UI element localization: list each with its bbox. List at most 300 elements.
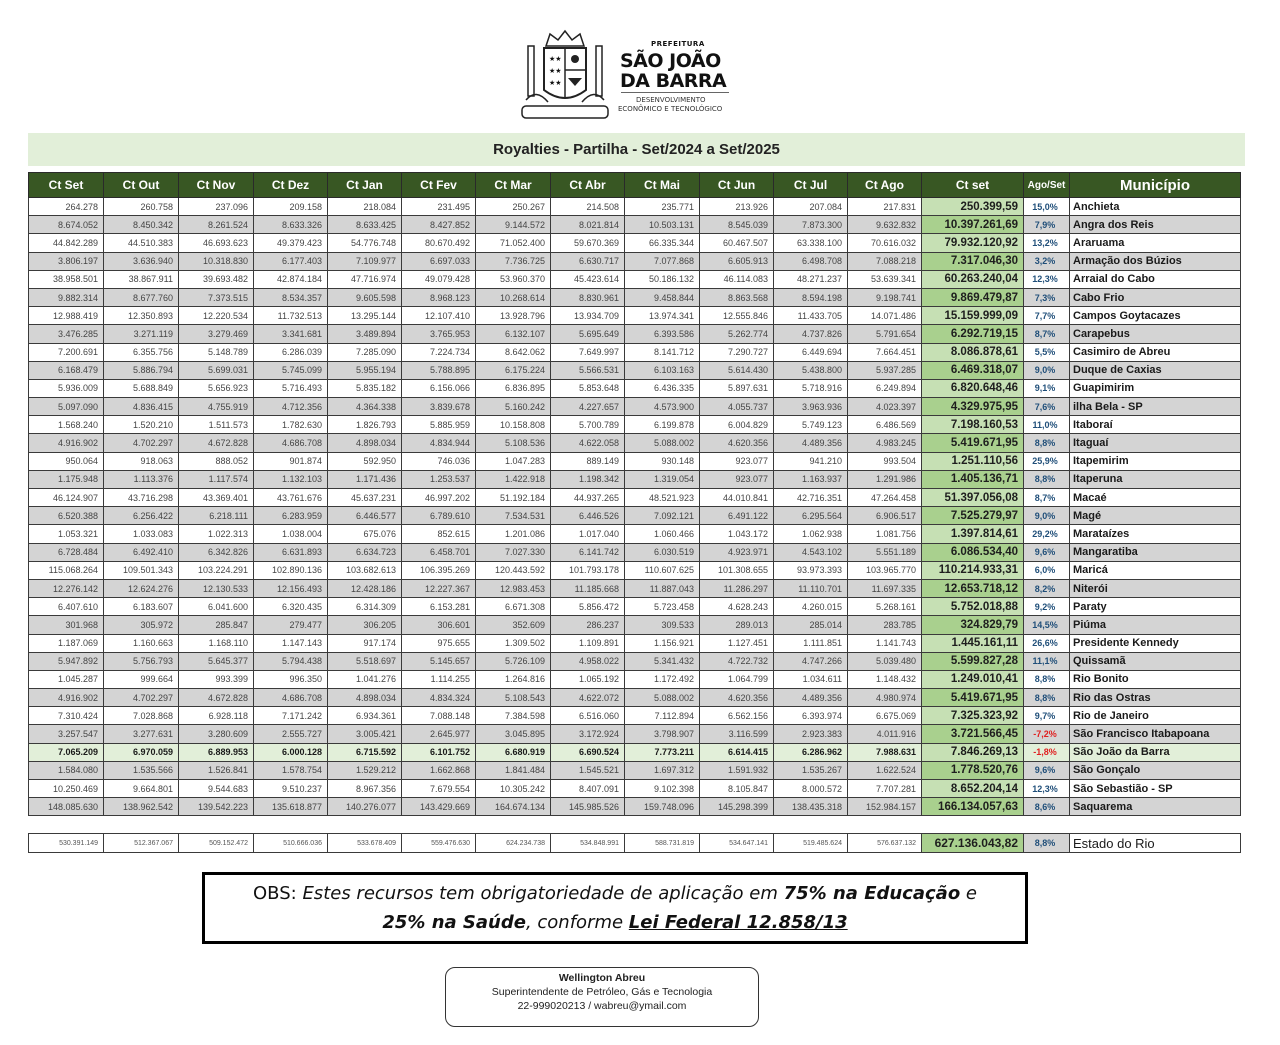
monthly-value-cell: 6.491.122 — [700, 507, 774, 525]
municipio-name-cell: Maricá — [1070, 561, 1241, 579]
ago-set-change-cell: 29,2% — [1024, 525, 1070, 543]
table-row — [29, 761, 1241, 779]
monthly-value-cell: 109.501.343 — [104, 561, 179, 579]
monthly-value-cell: 1.172.492 — [625, 670, 700, 688]
table-row — [29, 579, 1241, 597]
monthly-value-cell: 237.096 — [179, 198, 254, 216]
ct-set-total-cell: 4.329.975,95 — [922, 398, 1024, 416]
monthly-value-cell: 5.160.242 — [476, 398, 551, 416]
monthly-value-cell: 6.355.756 — [104, 343, 179, 361]
monthly-value-cell: 45.637.231 — [328, 489, 402, 507]
monthly-value-cell: 6.393.586 — [625, 325, 700, 343]
ago-set-change-cell: 9,1% — [1024, 379, 1070, 397]
monthly-value-cell: 1.065.192 — [551, 670, 625, 688]
monthly-value-cell: 4.834.944 — [402, 434, 476, 452]
municipio-name-cell: Niterói — [1070, 579, 1241, 597]
ago-set-change-cell: 11,0% — [1024, 416, 1070, 434]
monthly-value-cell: 993.399 — [179, 670, 254, 688]
monthly-value-cell: 115.068.264 — [29, 561, 104, 579]
monthly-value-cell: 143.429.669 — [402, 798, 476, 816]
state-monthly-value-cell: 530.391.149 — [29, 834, 104, 853]
monthly-value-cell: 3.476.285 — [29, 325, 104, 343]
column-header: Ct Jun — [700, 173, 774, 198]
monthly-value-cell: 993.504 — [848, 452, 922, 470]
column-header: Ct Nov — [179, 173, 254, 198]
monthly-value-cell: 5.148.789 — [179, 343, 254, 361]
table-row — [29, 470, 1241, 488]
monthly-value-cell: 6.156.066 — [402, 379, 476, 397]
monthly-value-cell: 917.174 — [328, 634, 402, 652]
monthly-value-cell: 70.616.032 — [848, 234, 922, 252]
monthly-value-cell: 13.974.341 — [625, 307, 700, 325]
monthly-value-cell: 6.690.524 — [551, 743, 625, 761]
monthly-value-cell: 46.997.202 — [402, 489, 476, 507]
monthly-value-cell: 49.079.428 — [402, 270, 476, 288]
monthly-value-cell: 5.756.793 — [104, 652, 179, 670]
monthly-value-cell: 101.308.655 — [700, 561, 774, 579]
monthly-value-cell: 101.793.178 — [551, 561, 625, 579]
ct-set-total-cell: 51.397.056,08 — [922, 489, 1024, 507]
monthly-value-cell: 264.278 — [29, 198, 104, 216]
monthly-value-cell: 3.765.953 — [402, 325, 476, 343]
monthly-value-cell: 1.113.376 — [104, 470, 179, 488]
monthly-value-cell: 4.620.356 — [700, 689, 774, 707]
monthly-value-cell: 3.839.678 — [402, 398, 476, 416]
monthly-value-cell: 148.085.630 — [29, 798, 104, 816]
monthly-value-cell: 7.088.148 — [402, 707, 476, 725]
monthly-value-cell: 11.110.701 — [774, 579, 848, 597]
table-row — [29, 598, 1241, 616]
ago-set-change-cell: 9,6% — [1024, 761, 1070, 779]
monthly-value-cell: 1.697.312 — [625, 761, 700, 779]
ct-set-total-cell: 1.397.814,61 — [922, 525, 1024, 543]
monthly-value-cell: 4.686.708 — [254, 434, 328, 452]
ago-set-change-cell: 15,0% — [1024, 198, 1070, 216]
monthly-value-cell: 4.958.022 — [551, 652, 625, 670]
monthly-value-cell: 5.718.916 — [774, 379, 848, 397]
monthly-value-cell: 1.422.918 — [476, 470, 551, 488]
monthly-value-cell: 6.605.913 — [700, 252, 774, 270]
ago-set-change-cell: 9,7% — [1024, 707, 1070, 725]
municipio-name-cell: Campos Goytacazes — [1070, 307, 1241, 325]
monthly-value-cell: 9.144.572 — [476, 216, 551, 234]
monthly-value-cell: 44.937.265 — [551, 489, 625, 507]
monthly-value-cell: 7.109.977 — [328, 252, 402, 270]
municipio-name-cell: Itaperuna — [1070, 470, 1241, 488]
municipio-name-cell: São Sebastião - SP — [1070, 780, 1241, 798]
monthly-value-cell: 301.968 — [29, 616, 104, 634]
monthly-value-cell: 6.004.829 — [700, 416, 774, 434]
ct-set-total-cell: 6.469.318,07 — [922, 361, 1024, 379]
obs-health-share: 25% na Saúde — [382, 912, 526, 933]
monthly-value-cell: 4.836.415 — [104, 398, 179, 416]
ct-set-total-cell: 10.397.261,69 — [922, 216, 1024, 234]
monthly-value-cell: 4.622.072 — [551, 689, 625, 707]
monthly-value-cell: 5.145.657 — [402, 652, 476, 670]
monthly-value-cell: 1.034.611 — [774, 670, 848, 688]
monthly-value-cell: 306.205 — [328, 616, 402, 634]
monthly-value-cell: 6.132.107 — [476, 325, 551, 343]
ct-set-total-cell: 1.445.161,11 — [922, 634, 1024, 652]
monthly-value-cell: 12.428.186 — [328, 579, 402, 597]
monthly-value-cell: 5.886.794 — [104, 361, 179, 379]
municipio-name-cell: Anchieta — [1070, 198, 1241, 216]
monthly-value-cell: 4.747.266 — [774, 652, 848, 670]
municipio-name-cell: Saquarema — [1070, 798, 1241, 816]
monthly-value-cell: 6.320.435 — [254, 598, 328, 616]
monthly-value-cell: 1.064.799 — [700, 670, 774, 688]
monthly-value-cell: 4.923.971 — [700, 543, 774, 561]
monthly-value-cell: 7.171.242 — [254, 707, 328, 725]
monthly-value-cell: 7.988.631 — [848, 743, 922, 761]
monthly-value-cell: 1.148.432 — [848, 670, 922, 688]
monthly-value-cell: 286.237 — [551, 616, 625, 634]
monthly-value-cell: 3.045.895 — [476, 725, 551, 743]
monthly-value-cell: 5.438.800 — [774, 361, 848, 379]
monthly-value-cell: 66.335.344 — [625, 234, 700, 252]
monthly-value-cell: 54.776.748 — [328, 234, 402, 252]
monthly-value-cell: 8.545.039 — [700, 216, 774, 234]
ago-set-change-cell: 8,8% — [1024, 689, 1070, 707]
report-title: Royalties - Partilha - Set/2024 a Set/2025 — [493, 141, 780, 158]
monthly-value-cell: 923.077 — [700, 470, 774, 488]
monthly-value-cell: 8.830.961 — [551, 288, 625, 306]
monthly-value-cell: 8.674.052 — [29, 216, 104, 234]
state-monthly-value-cell: 519.485.624 — [774, 834, 848, 853]
monthly-value-cell: 1.117.574 — [179, 470, 254, 488]
monthly-value-cell: 6.934.361 — [328, 707, 402, 725]
monthly-value-cell: 5.700.789 — [551, 416, 625, 434]
monthly-value-cell: 8.633.326 — [254, 216, 328, 234]
state-monthly-value-cell: 559.476.630 — [402, 834, 476, 853]
monthly-value-cell: 4.834.324 — [402, 689, 476, 707]
monthly-value-cell: 3.963.936 — [774, 398, 848, 416]
column-header: Ct Fev — [402, 173, 476, 198]
monthly-value-cell: 6.492.410 — [104, 543, 179, 561]
monthly-value-cell: 6.175.224 — [476, 361, 551, 379]
monthly-value-cell: 1.141.743 — [848, 634, 922, 652]
monthly-value-cell: 305.972 — [104, 616, 179, 634]
monthly-value-cell: 4.364.338 — [328, 398, 402, 416]
monthly-value-cell: 5.853.648 — [551, 379, 625, 397]
monthly-value-cell: 1.160.663 — [104, 634, 179, 652]
monthly-value-cell: 9.458.844 — [625, 288, 700, 306]
monthly-value-cell: 4.227.657 — [551, 398, 625, 416]
monthly-value-cell: 7.384.598 — [476, 707, 551, 725]
contact-name: Wellington Abreu — [558, 972, 646, 984]
monthly-value-cell: 1.291.986 — [848, 470, 922, 488]
table-row — [29, 452, 1241, 470]
svg-text:★★: ★★ — [549, 80, 562, 87]
monthly-value-cell: 4.898.034 — [328, 689, 402, 707]
monthly-value-cell: 8.261.524 — [179, 216, 254, 234]
monthly-value-cell: 1.520.210 — [104, 416, 179, 434]
municipio-name-cell: Macaé — [1070, 489, 1241, 507]
monthly-value-cell: 250.267 — [476, 198, 551, 216]
municipio-name-cell: Mangaratiba — [1070, 543, 1241, 561]
table-row — [29, 616, 1241, 634]
ago-set-change-cell: 12,3% — [1024, 270, 1070, 288]
monthly-value-cell: 8.000.572 — [774, 780, 848, 798]
monthly-value-cell: 675.076 — [328, 525, 402, 543]
monthly-value-cell: 12.130.533 — [179, 579, 254, 597]
monthly-value-cell: 901.874 — [254, 452, 328, 470]
monthly-value-cell: 7.065.209 — [29, 743, 104, 761]
column-header: Ct Jul — [774, 173, 848, 198]
monthly-value-cell: 5.108.536 — [476, 434, 551, 452]
table-row — [29, 525, 1241, 543]
obs-text-1: Estes recursos tem obrigatoriedade de aplicação em — [302, 883, 784, 904]
monthly-value-cell: 930.148 — [625, 452, 700, 470]
monthly-value-cell: 10.268.614 — [476, 288, 551, 306]
municipio-name-cell: ilha Bela - SP — [1070, 398, 1241, 416]
monthly-value-cell: 53.960.370 — [476, 270, 551, 288]
monthly-value-cell: 103.965.770 — [848, 561, 922, 579]
table-row — [29, 252, 1241, 270]
monthly-value-cell: 5.108.543 — [476, 689, 551, 707]
ct-set-total-cell: 15.159.999,09 — [922, 307, 1024, 325]
monthly-value-cell: 7.534.531 — [476, 507, 551, 525]
monthly-value-cell: 1.171.436 — [328, 470, 402, 488]
municipio-name-cell: Paraty — [1070, 598, 1241, 616]
monthly-value-cell: 6.906.517 — [848, 507, 922, 525]
monthly-value-cell: 1.264.816 — [476, 670, 551, 688]
monthly-value-cell: 5.936.009 — [29, 379, 104, 397]
municipio-name-cell: Rio de Janeiro — [1070, 707, 1241, 725]
monthly-value-cell: 7.873.300 — [774, 216, 848, 234]
ago-set-change-cell: 25,9% — [1024, 452, 1070, 470]
monthly-value-cell: 1.111.851 — [774, 634, 848, 652]
ago-set-change-cell: 7,3% — [1024, 288, 1070, 306]
ago-set-change-cell: 9,0% — [1024, 361, 1070, 379]
monthly-value-cell: 5.268.161 — [848, 598, 922, 616]
ago-set-change-cell: -7,2% — [1024, 725, 1070, 743]
monthly-value-cell: 145.298.399 — [700, 798, 774, 816]
obs-note-box — [202, 872, 1028, 944]
table-row — [29, 561, 1241, 579]
monthly-value-cell: 48.271.237 — [774, 270, 848, 288]
table-row — [29, 652, 1241, 670]
monthly-value-cell: 7.773.211 — [625, 743, 700, 761]
ct-set-total-cell: 1.405.136,71 — [922, 470, 1024, 488]
monthly-value-cell: 9.510.237 — [254, 780, 328, 798]
monthly-value-cell: 6.697.033 — [402, 252, 476, 270]
monthly-value-cell: 1.545.521 — [551, 761, 625, 779]
monthly-value-cell: 4.672.828 — [179, 434, 254, 452]
monthly-value-cell: 1.826.793 — [328, 416, 402, 434]
ct-set-total-cell: 7.198.160,53 — [922, 416, 1024, 434]
monthly-value-cell: 7.290.727 — [700, 343, 774, 361]
svg-text:★★: ★★ — [549, 68, 562, 75]
ago-set-change-cell: 11,1% — [1024, 652, 1070, 670]
monthly-value-cell: 9.102.398 — [625, 780, 700, 798]
ct-set-total-cell: 8.086.878,61 — [922, 343, 1024, 361]
monthly-value-cell: 5.897.631 — [700, 379, 774, 397]
monthly-value-cell: 6.168.479 — [29, 361, 104, 379]
monthly-value-cell: 8.967.356 — [328, 780, 402, 798]
monthly-value-cell: 3.280.609 — [179, 725, 254, 743]
monthly-value-cell: 1.163.937 — [774, 470, 848, 488]
monthly-value-cell: 12.107.410 — [402, 307, 476, 325]
ct-set-total-cell: 12.653.718,12 — [922, 579, 1024, 597]
monthly-value-cell: 9.544.683 — [179, 780, 254, 798]
ct-set-total-cell: 60.263.240,04 — [922, 270, 1024, 288]
monthly-value-cell: 71.052.400 — [476, 234, 551, 252]
monthly-value-cell: 9.664.801 — [104, 780, 179, 798]
ago-set-change-cell: 9,6% — [1024, 543, 1070, 561]
municipio-name-cell: Marataízes — [1070, 525, 1241, 543]
ago-set-change-cell: 8,8% — [1024, 470, 1070, 488]
monthly-value-cell: 5.885.959 — [402, 416, 476, 434]
monthly-value-cell: 1.175.948 — [29, 470, 104, 488]
monthly-value-cell: 5.749.123 — [774, 416, 848, 434]
monthly-value-cell: 8.642.062 — [476, 343, 551, 361]
monthly-value-cell: 1.526.841 — [179, 761, 254, 779]
monthly-value-cell: 103.682.613 — [328, 561, 402, 579]
monthly-value-cell: 7.077.868 — [625, 252, 700, 270]
ago-set-change-cell: 14,5% — [1024, 616, 1070, 634]
logo-city-line-1: SÃO JOÃO — [620, 50, 721, 72]
monthly-value-cell: 1.309.502 — [476, 634, 551, 652]
monthly-value-cell: 7.112.894 — [625, 707, 700, 725]
monthly-value-cell: 12.624.276 — [104, 579, 179, 597]
monthly-value-cell: 6.928.118 — [179, 707, 254, 725]
monthly-value-cell: 6.836.895 — [476, 379, 551, 397]
monthly-value-cell: 2.555.727 — [254, 725, 328, 743]
municipio-name-cell: Piúma — [1070, 616, 1241, 634]
table-row — [29, 489, 1241, 507]
obs-text-2: e — [960, 883, 977, 904]
monthly-value-cell: 13.934.709 — [551, 307, 625, 325]
monthly-value-cell: 46.693.623 — [179, 234, 254, 252]
monthly-value-cell: 5.341.432 — [625, 652, 700, 670]
monthly-value-cell: 43.369.401 — [179, 489, 254, 507]
ct-set-total-cell: 6.292.719,15 — [922, 325, 1024, 343]
monthly-value-cell: 8.633.425 — [328, 216, 402, 234]
monthly-value-cell: 6.715.592 — [328, 743, 402, 761]
monthly-value-cell: 7.310.424 — [29, 707, 104, 725]
monthly-value-cell: 5.614.430 — [700, 361, 774, 379]
monthly-value-cell: 213.926 — [700, 198, 774, 216]
monthly-value-cell: 1.578.754 — [254, 761, 328, 779]
monthly-value-cell: 6.000.128 — [254, 743, 328, 761]
obs-prefix: OBS: — [253, 883, 303, 904]
monthly-value-cell: 10.318.830 — [179, 252, 254, 270]
ago-set-change-cell: 8,8% — [1024, 434, 1070, 452]
ct-set-total-cell: 250.399,59 — [922, 198, 1024, 216]
monthly-value-cell: 12.220.534 — [179, 307, 254, 325]
logo-divider — [621, 92, 729, 93]
state-monthly-value-cell: 512.367.067 — [104, 834, 179, 853]
monthly-value-cell: 49.379.423 — [254, 234, 328, 252]
monthly-value-cell: 42.874.184 — [254, 270, 328, 288]
ct-set-total-cell: 7.317.046,30 — [922, 252, 1024, 270]
monthly-value-cell: 3.636.940 — [104, 252, 179, 270]
table-row — [29, 670, 1241, 688]
monthly-value-cell: 6.103.163 — [625, 361, 700, 379]
monthly-value-cell: 1.062.938 — [774, 525, 848, 543]
monthly-value-cell: 5.262.774 — [700, 325, 774, 343]
svg-text:★★: ★★ — [549, 56, 562, 63]
monthly-value-cell: 1.041.276 — [328, 670, 402, 688]
monthly-value-cell: 106.395.269 — [402, 561, 476, 579]
monthly-value-cell: 6.680.919 — [476, 743, 551, 761]
monthly-value-cell: 6.141.742 — [551, 543, 625, 561]
monthly-value-cell: 1.033.083 — [104, 525, 179, 543]
monthly-value-cell: 231.495 — [402, 198, 476, 216]
table-row — [29, 634, 1241, 652]
monthly-value-cell: 5.695.649 — [551, 325, 625, 343]
table-row — [29, 288, 1241, 306]
monthly-value-cell: 145.985.526 — [551, 798, 625, 816]
ago-set-change-cell: 5,5% — [1024, 343, 1070, 361]
monthly-value-cell: 852.615 — [402, 525, 476, 543]
monthly-value-cell: 6.520.388 — [29, 507, 104, 525]
monthly-value-cell: 7.224.734 — [402, 343, 476, 361]
monthly-value-cell: 6.177.403 — [254, 252, 328, 270]
municipio-name-cell: Itaguaí — [1070, 434, 1241, 452]
monthly-value-cell: 5.955.194 — [328, 361, 402, 379]
monthly-value-cell: 9.632.832 — [848, 216, 922, 234]
monthly-value-cell: 6.030.519 — [625, 543, 700, 561]
state-total-table — [28, 833, 1241, 853]
table-row — [29, 689, 1241, 707]
monthly-value-cell: 1.047.283 — [476, 452, 551, 470]
ago-set-change-cell: 9,0% — [1024, 507, 1070, 525]
ct-set-total-cell: 7.846.269,13 — [922, 743, 1024, 761]
monthly-value-cell: 1.187.069 — [29, 634, 104, 652]
monthly-value-cell: 43.716.298 — [104, 489, 179, 507]
monthly-value-cell: 7.736.725 — [476, 252, 551, 270]
monthly-value-cell: 746.036 — [402, 452, 476, 470]
monthly-value-cell: 50.186.132 — [625, 270, 700, 288]
monthly-value-cell: 1.127.451 — [700, 634, 774, 652]
monthly-value-cell: 4.489.356 — [774, 689, 848, 707]
monthly-value-cell: 39.693.482 — [179, 270, 254, 288]
table-row — [29, 434, 1241, 452]
monthly-value-cell: 60.467.507 — [700, 234, 774, 252]
monthly-value-cell: 6.199.878 — [625, 416, 700, 434]
ct-set-total-cell: 110.214.933,31 — [922, 561, 1024, 579]
monthly-value-cell: 4.622.058 — [551, 434, 625, 452]
monthly-value-cell: 285.014 — [774, 616, 848, 634]
municipio-name-cell: Araruama — [1070, 234, 1241, 252]
monthly-value-cell: 43.761.676 — [254, 489, 328, 507]
column-header: Ago/Set — [1024, 173, 1070, 198]
monthly-value-cell: 4.702.297 — [104, 434, 179, 452]
state-monthly-value-cell: 533.678.409 — [328, 834, 402, 853]
monthly-value-cell: 5.088.002 — [625, 434, 700, 452]
monthly-value-cell: 1.535.267 — [774, 761, 848, 779]
monthly-value-cell: 6.671.308 — [476, 598, 551, 616]
monthly-value-cell: 7.707.281 — [848, 780, 922, 798]
monthly-value-cell: 1.114.255 — [402, 670, 476, 688]
column-header: Ct Out — [104, 173, 179, 198]
column-header: Ct Abr — [551, 173, 625, 198]
monthly-value-cell: 12.555.846 — [700, 307, 774, 325]
monthly-value-cell: 279.477 — [254, 616, 328, 634]
monthly-value-cell: 152.984.157 — [848, 798, 922, 816]
monthly-value-cell: 14.071.486 — [848, 307, 922, 325]
monthly-value-cell: 209.158 — [254, 198, 328, 216]
monthly-value-cell: 306.601 — [402, 616, 476, 634]
monthly-value-cell: 46.114.083 — [700, 270, 774, 288]
monthly-value-cell: 1.584.080 — [29, 761, 104, 779]
table-row — [29, 398, 1241, 416]
monthly-value-cell: 12.156.493 — [254, 579, 328, 597]
monthly-value-cell: 918.063 — [104, 452, 179, 470]
monthly-value-cell: 1.053.321 — [29, 525, 104, 543]
